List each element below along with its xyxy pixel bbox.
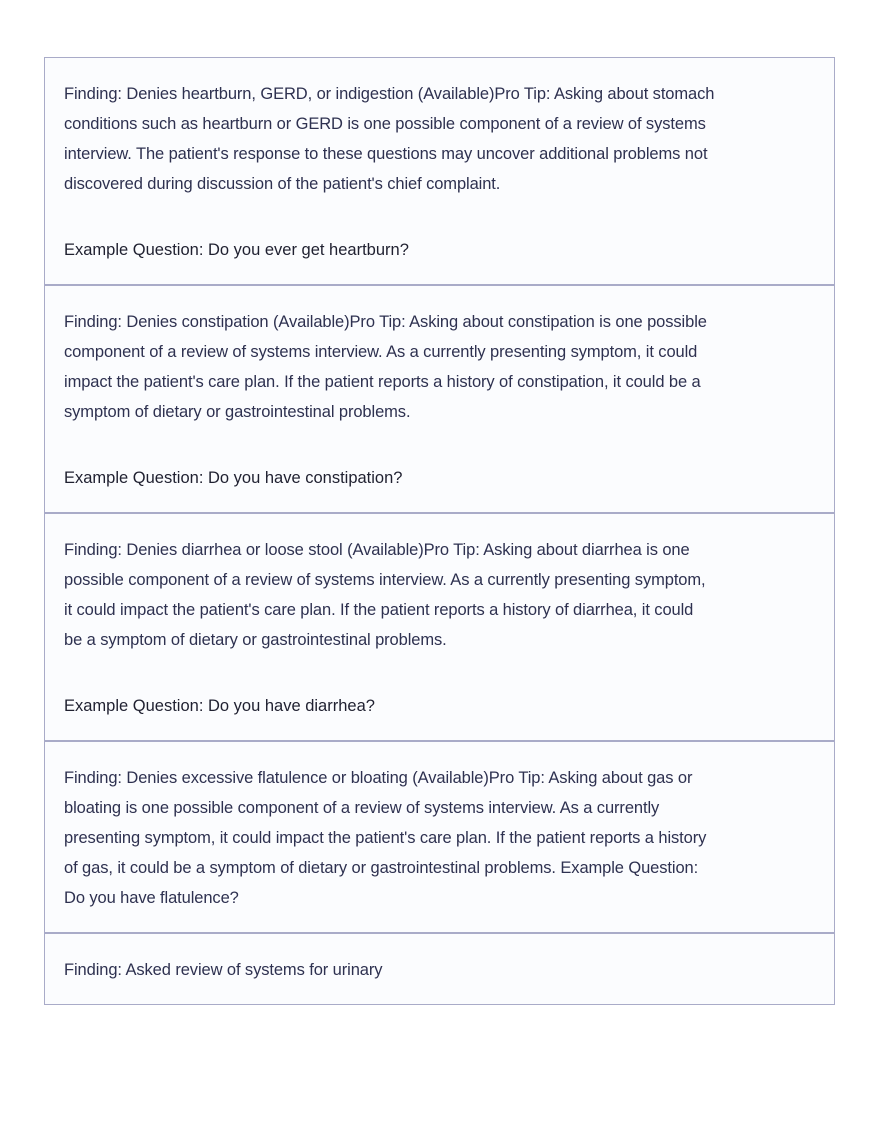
example-question: Example Question: Do you ever get heartburn? — [64, 241, 409, 259]
finding-row-heartburn — [45, 58, 834, 284]
finding-row-diarrhea — [45, 512, 834, 740]
finding-text-line: Finding: Denies excessive flatulence or bloating (Available)Pro Tip: Asking about gas or — [64, 769, 693, 787]
finding-row-urinary — [45, 932, 834, 1004]
finding-text-line: symptom of dietary or gastrointestinal problems. — [64, 403, 411, 421]
finding-text-line: Do you have flatulence? — [64, 889, 239, 907]
finding-text-line: be a symptom of dietary or gastrointestinal problems. — [64, 631, 447, 649]
finding-text-line: it could impact the patient's care plan. If the patient reports a history of diarrhea, it could — [64, 601, 694, 619]
finding-text-line: impact the patient's care plan. If the patient reports a history of constipation, it could be a — [64, 373, 701, 391]
finding-text-line: possible component of a review of systems interview. As a currently presenting symptom, — [64, 571, 706, 589]
finding-text-line: Finding: Denies heartburn, GERD, or indigestion (Available)Pro Tip: Asking about stomach — [64, 85, 715, 103]
finding-text-line: interview. The patient's response to these questions may uncover additional problems not — [64, 145, 708, 163]
finding-text-line: discovered during discussion of the patient's chief complaint. — [64, 175, 501, 193]
finding-text-line: conditions such as heartburn or GERD is one possible component of a review of systems — [64, 115, 706, 133]
finding-text-line: component of a review of systems interview. As a currently presenting symptom, it could — [64, 343, 698, 361]
finding-text-line: of gas, it could be a symptom of dietary or gastrointestinal problems. Example Question: — [64, 859, 699, 877]
finding-text-line: presenting symptom, it could impact the patient's care plan. If the patient reports a history — [64, 829, 707, 847]
findings-table — [44, 57, 835, 1005]
finding-text-line: Finding: Asked review of systems for urinary — [64, 961, 383, 979]
finding-text-line: Finding: Denies constipation (Available)Pro Tip: Asking about constipation is one possible — [64, 313, 707, 331]
example-question: Example Question: Do you have constipation? — [64, 469, 403, 487]
finding-row-constipation — [45, 284, 834, 512]
finding-text-line: Finding: Denies diarrhea or loose stool (Available)Pro Tip: Asking about diarrhea is one — [64, 541, 690, 559]
finding-text-line: bloating is one possible component of a review of systems interview. As a currently — [64, 799, 660, 817]
example-question: Example Question: Do you have diarrhea? — [64, 697, 375, 715]
finding-row-flatulence — [45, 740, 834, 932]
